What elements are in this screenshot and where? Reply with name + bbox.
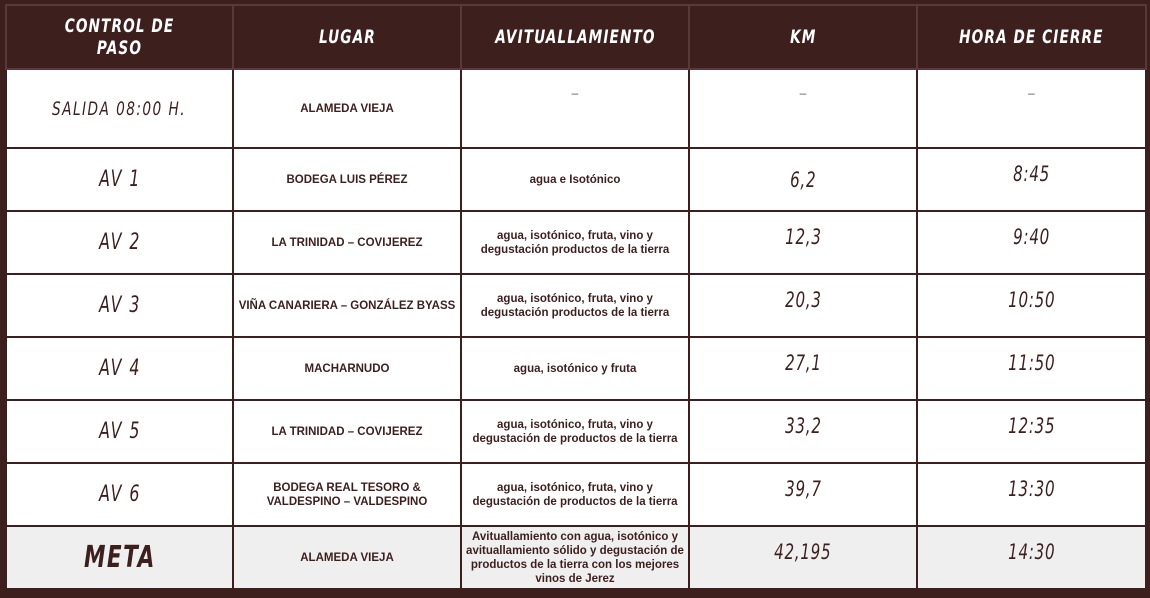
- control-cell: META: [6, 526, 233, 589]
- lugar-cell: MACHARNUDO: [233, 337, 461, 400]
- header-row: [6, 5, 1146, 69]
- header-hora: HORA DE CIERRE: [917, 5, 1146, 69]
- lugar-cell: ALAMEDA VIEJA: [233, 69, 461, 148]
- km-cell: 12,3: [689, 211, 917, 274]
- schedule-table: [5, 4, 1147, 590]
- control-cell: AV 5: [6, 400, 233, 463]
- control-cell: AV 1: [6, 148, 233, 211]
- km-cell: 27,1: [689, 337, 917, 400]
- lugar-cell: LA TRINIDAD – COVIJEREZ: [233, 211, 461, 274]
- table-row: [6, 148, 1146, 211]
- control-cell: SALIDA 08:00 H.: [6, 69, 233, 148]
- control-cell: AV 2: [6, 211, 233, 274]
- avituallamiento-cell: agua, isotónico, fruta, vino y degustación productos de la tierra: [461, 274, 689, 337]
- control-cell: AV 6: [6, 463, 233, 526]
- avituallamiento-cell: agua, isotónico, fruta, vino y degustación de productos de la tierra: [461, 400, 689, 463]
- avituallamiento-cell: agua, isotónico, fruta, vino y degustación productos de la tierra: [461, 211, 689, 274]
- hora-cell: –: [917, 69, 1146, 148]
- hora-cell: 11:50: [917, 337, 1146, 400]
- header-control: CONTROL DE PASO: [6, 5, 233, 69]
- table-row: [6, 337, 1146, 400]
- km-cell: 6,2: [689, 148, 917, 211]
- hora-cell: 13:30: [917, 463, 1146, 526]
- lugar-cell: ALAMEDA VIEJA: [233, 526, 461, 589]
- hora-cell: 8:45: [917, 148, 1146, 211]
- control-cell: AV 4: [6, 337, 233, 400]
- control-cell: AV 3: [6, 274, 233, 337]
- table-row: [6, 400, 1146, 463]
- table-row: [6, 69, 1146, 148]
- hora-cell: 12:35: [917, 400, 1146, 463]
- table-row: [6, 463, 1146, 526]
- hora-cell: 10:50: [917, 274, 1146, 337]
- header-avituallamiento: AVITUALLAMIENTO: [461, 5, 689, 69]
- avituallamiento-cell: –: [461, 69, 689, 148]
- table-row: [6, 211, 1146, 274]
- header-km: KM: [689, 5, 917, 69]
- hora-cell: 14:30: [917, 526, 1146, 589]
- km-cell: 33,2: [689, 400, 917, 463]
- header-lugar: LUGAR: [233, 5, 461, 69]
- table-row: [6, 274, 1146, 337]
- km-cell: 20,3: [689, 274, 917, 337]
- lugar-cell: BODEGA REAL TESORO & VALDESPINO – VALDESPINO: [233, 463, 461, 526]
- km-cell: –: [689, 69, 917, 148]
- avituallamiento-cell: agua e Isotónico: [461, 148, 689, 211]
- table-row: [6, 526, 1146, 589]
- avituallamiento-cell: Avituallamiento con agua, isotónico y avituallamiento sólido y degustación de productos de la tierra con los mejores vinos de Jerez: [461, 526, 689, 589]
- lugar-cell: VIÑA CANARIERA – GONZÁLEZ BYASS: [233, 274, 461, 337]
- avituallamiento-cell: agua, isotónico, fruta, vino y degustación de productos de la tierra: [461, 463, 689, 526]
- km-cell: 42,195: [689, 526, 917, 589]
- lugar-cell: BODEGA LUIS PÉREZ: [233, 148, 461, 211]
- avituallamiento-cell: agua, isotónico y fruta: [461, 337, 689, 400]
- lugar-cell: LA TRINIDAD – COVIJEREZ: [233, 400, 461, 463]
- hora-cell: 9:40: [917, 211, 1146, 274]
- km-cell: 39,7: [689, 463, 917, 526]
